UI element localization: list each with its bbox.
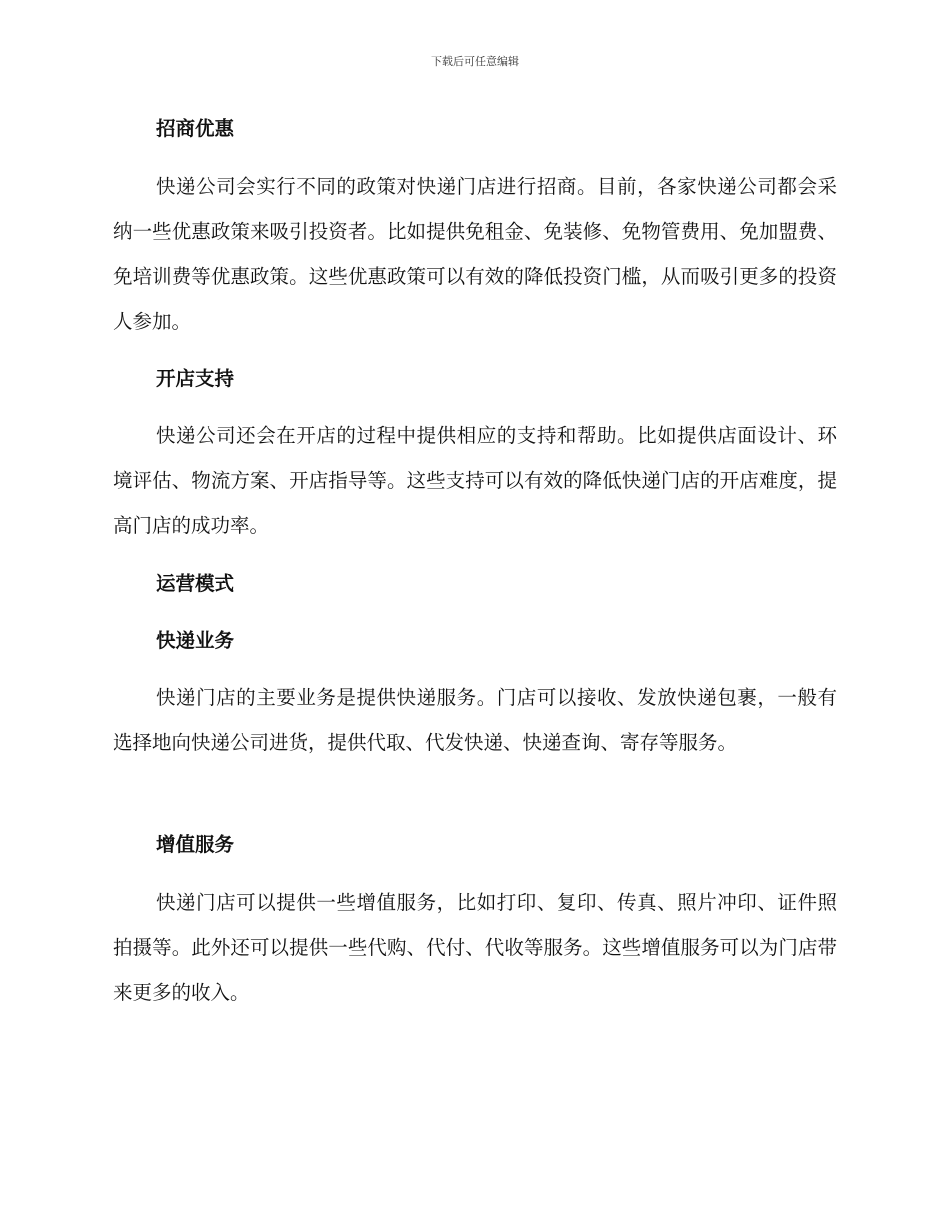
section-heading-store-support: 开店支持: [156, 367, 235, 390]
section-paragraph-investment: 快递公司会实行不同的政策对快递门店进行招商。目前，各家快递公司都会采纳一些优惠政策来吸引投资者。比如提供免租金、免装修、免物管费用、免加盟费、免培训费等优惠政策。这些优惠政策可以有效的降低投资门槛，从而吸引更多的投资人参加。: [113, 175, 837, 333]
section-paragraph-express-business: 快递门店的主要业务是提供快递服务。门店可以接收、发放快递包裹，一般有选择地向快递公司进货，提供代取、代发快递、快递查询、寄存等服务。: [113, 686, 837, 754]
section-heading-operation-mode: 运营模式: [156, 572, 235, 595]
section-paragraph-store-support: 快递公司还会在开店的过程中提供相应的支持和帮助。比如提供店面设计、环境评估、物流方案、开店指导等。这些支持可以有效的降低快递门店的开店难度，提高门店的成功率。: [113, 424, 837, 537]
section-paragraph-value-added: 快递门店可以提供一些增值服务，比如打印、复印、传真、照片冲印、证件照拍摄等。此外还可以提供一些代购、代付、代收等服务。这些增值服务可以为门店带来更多的收入。: [113, 891, 837, 1004]
section-heading-express-business: 快递业务: [156, 629, 235, 652]
section-heading-investment: 招商优惠: [156, 117, 235, 140]
section-heading-value-added: 增值服务: [156, 833, 235, 856]
page-header: 下载后可任意编辑: [431, 55, 519, 68]
